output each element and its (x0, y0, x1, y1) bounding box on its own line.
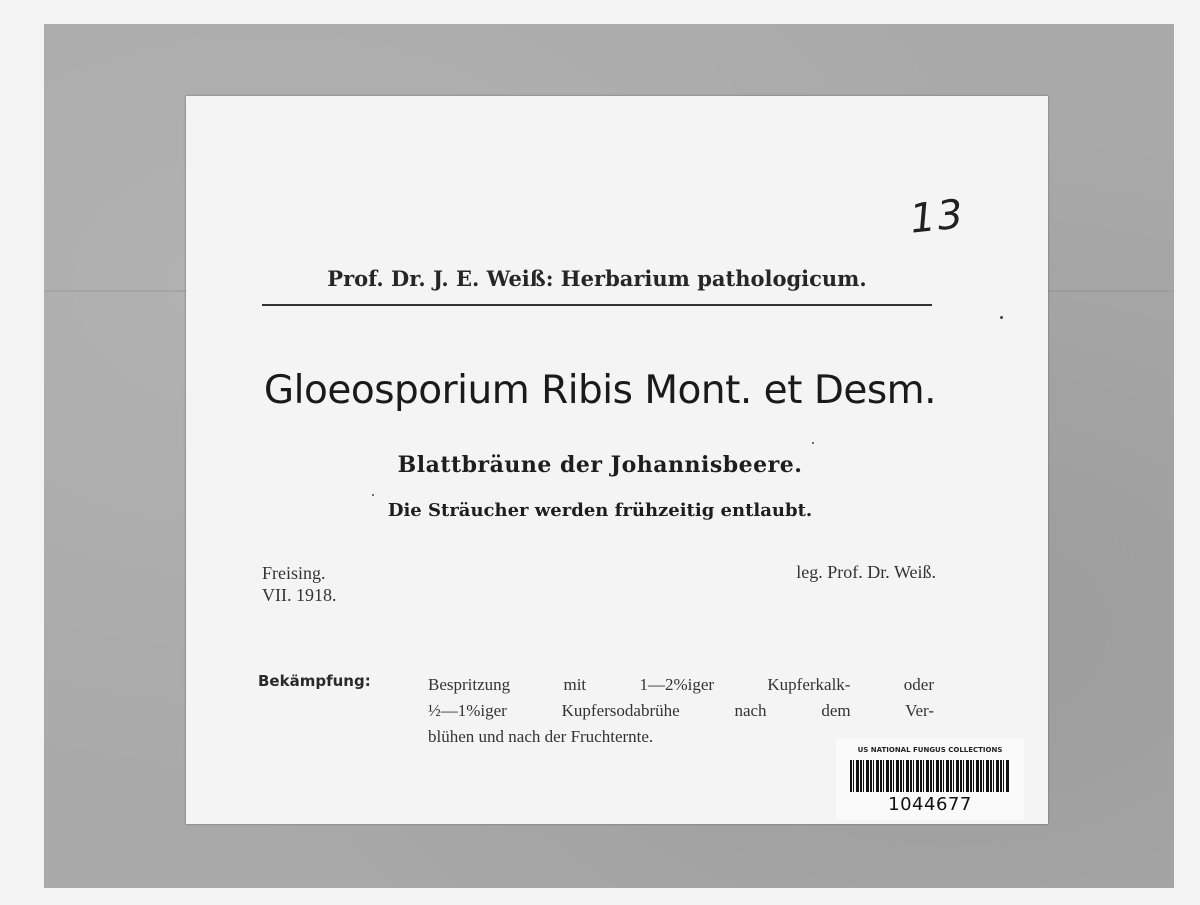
barcode-caption: US NATIONAL FUNGUS COLLECTIONS (857, 746, 1003, 754)
barcode-icon (850, 760, 1010, 792)
herbarium-header: Prof. Dr. J. E. Weiß: Herbarium pathologicum. (327, 266, 867, 291)
collector: leg. Prof. Dr. Weiß. (796, 562, 936, 582)
control-line: ½—1%iger Kupfersodabrühe nach dem Ver- (428, 701, 934, 720)
common-name: Blattbräune der Johannisbeere. (397, 452, 803, 478)
species-name: Gloeosporium Ribis Mont. et Desm. (263, 368, 937, 413)
collection-date: VII. 1918. (262, 585, 337, 605)
control-line: blühen und nach der Fruchternte. (428, 727, 654, 746)
locality-block (262, 562, 337, 606)
paper-speck (372, 494, 374, 496)
control-heading: Bekämpfung: (258, 672, 371, 690)
handwritten-number: 13 (907, 191, 968, 243)
locality: Freising. (262, 563, 326, 583)
disease-description: Die Sträucher werden frühzeitig entlaubt. (387, 500, 813, 521)
paper-speck (812, 442, 814, 444)
paper-speck (1000, 316, 1003, 319)
header-divider (262, 304, 932, 306)
control-line: Bespritzung mit 1—2%iger Kupferkalk- oder (428, 675, 934, 694)
barcode-sticker (836, 738, 1024, 820)
barcode-number: 1044677 (888, 794, 972, 815)
